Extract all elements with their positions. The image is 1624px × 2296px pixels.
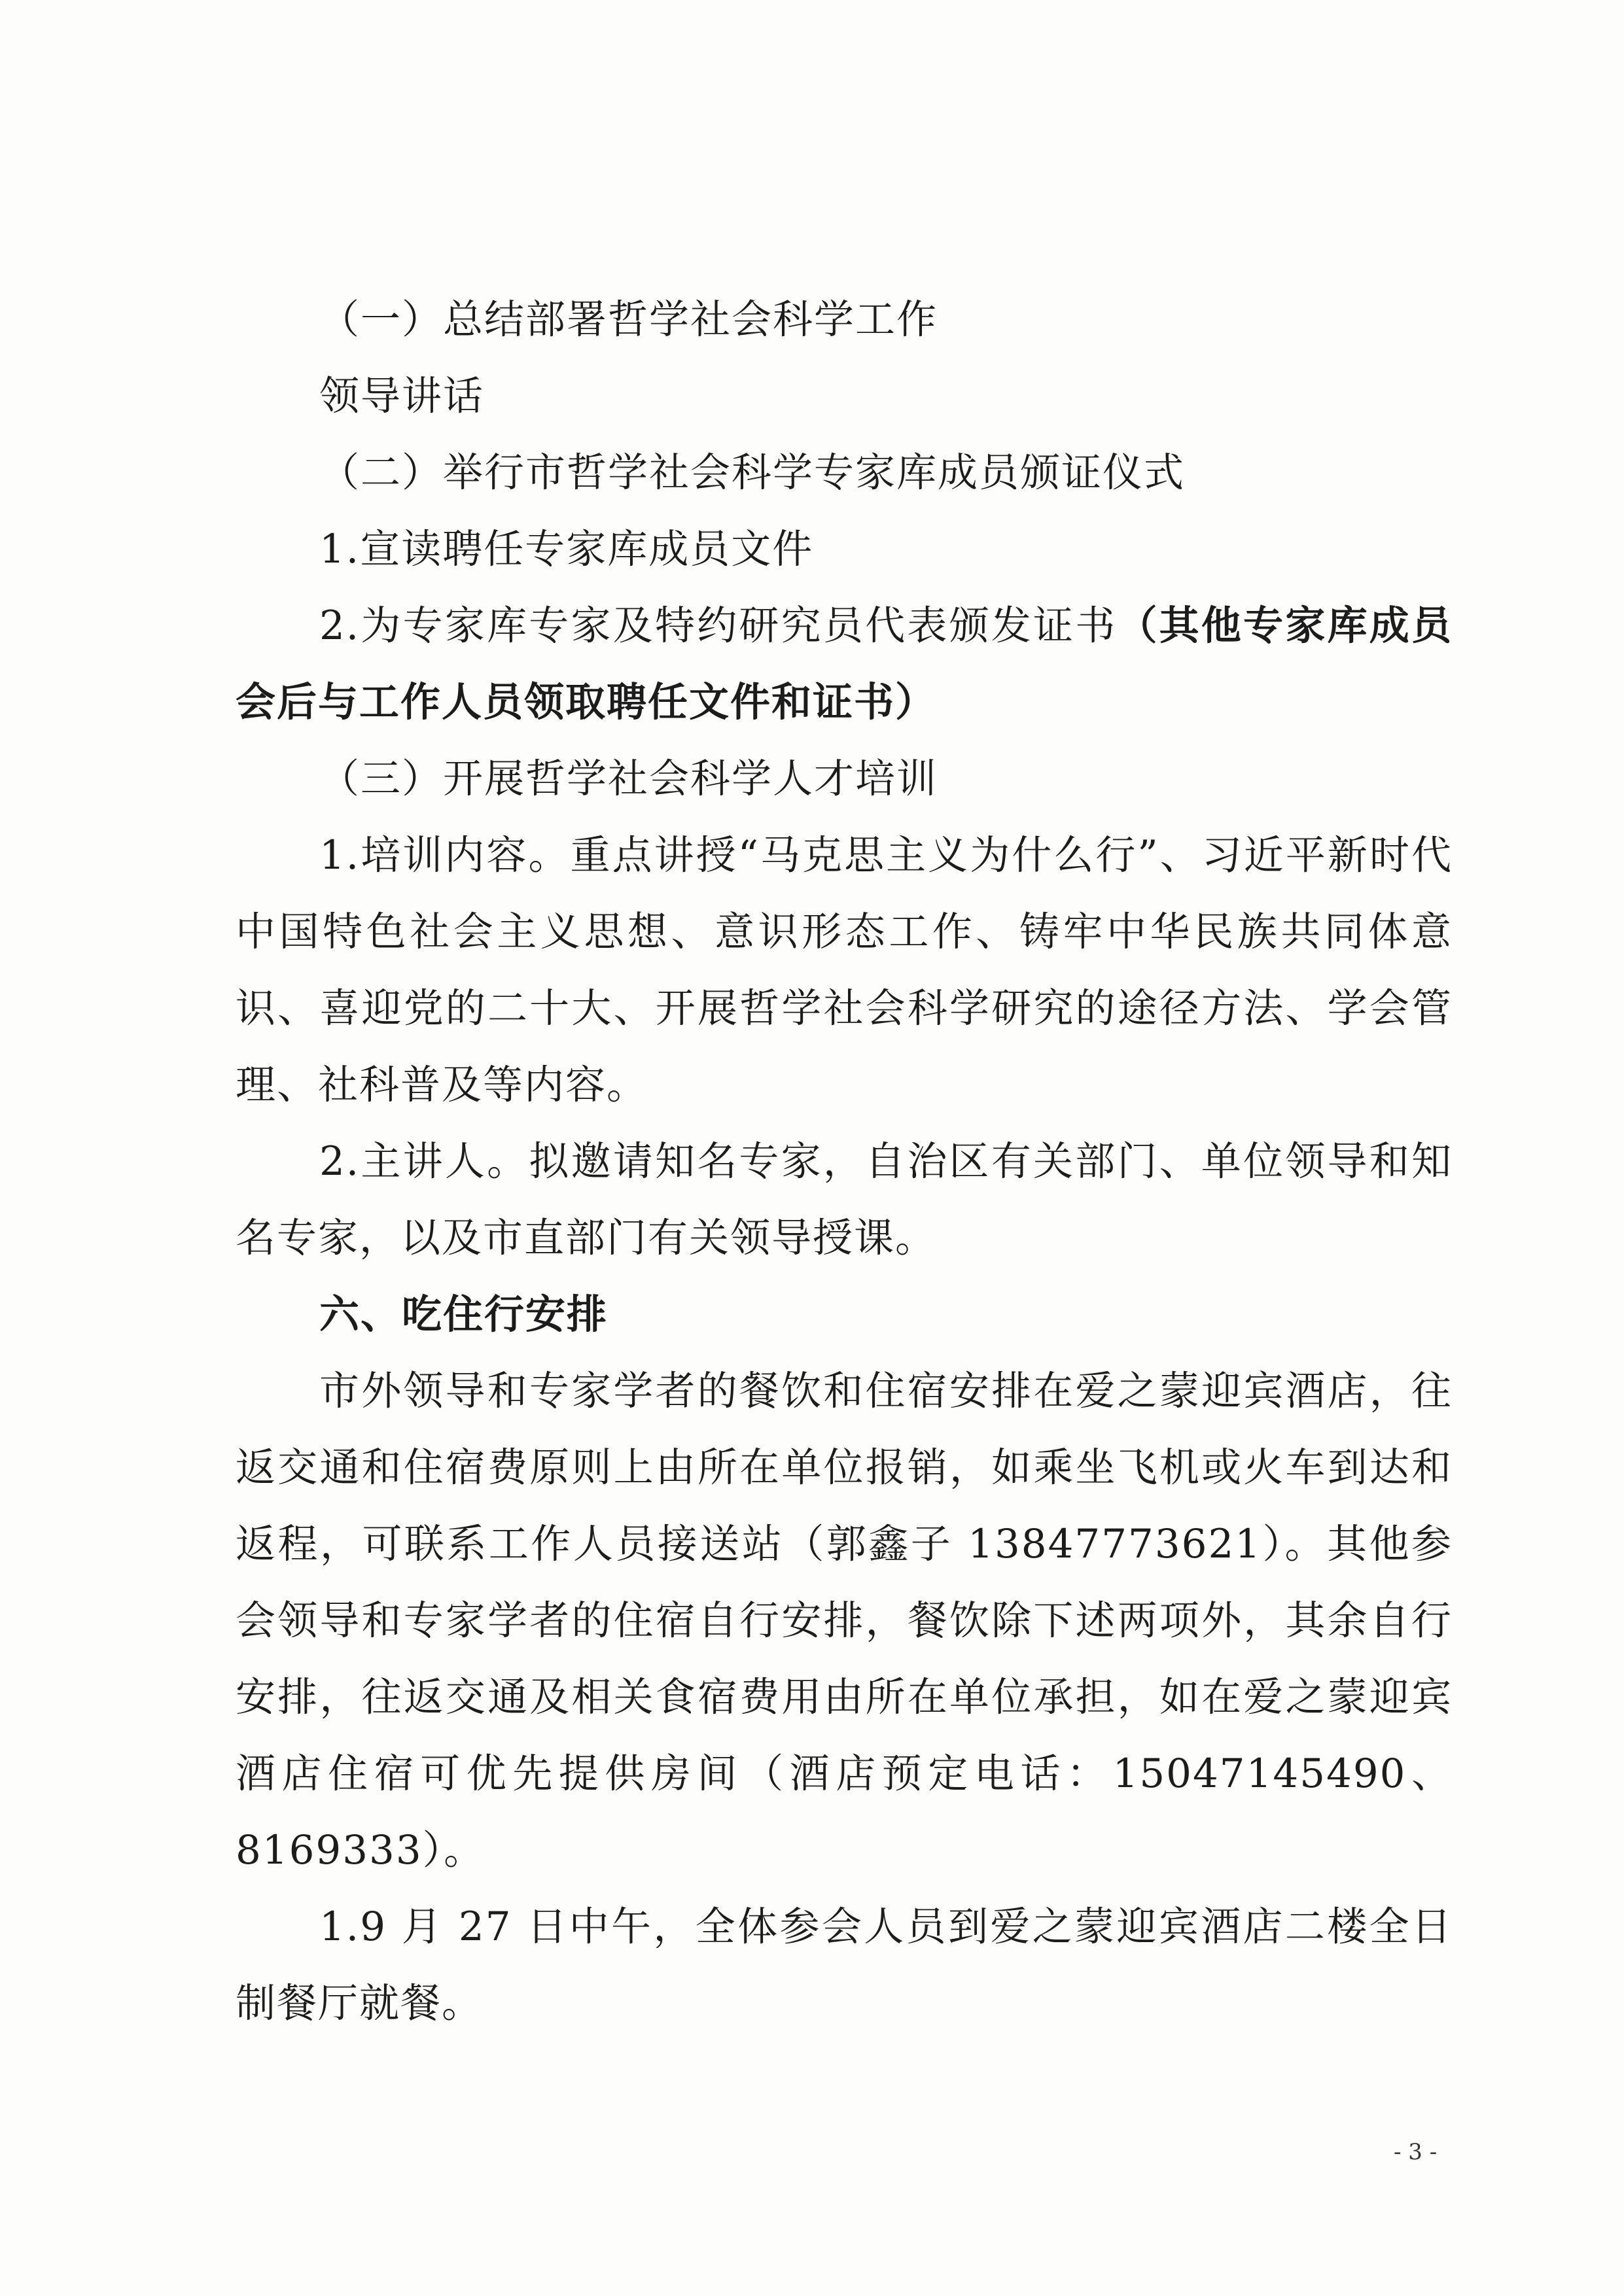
list-item-lunch: 1.9 月 27 日中午，全体参会人员到爱之蒙迎宾酒店二楼全日制餐厅就餐。	[236, 1904, 1453, 2026]
certificate-note-bold: （其他专家库成员会后与工作人员领取聘任文件和证书）	[236, 602, 1453, 725]
list-item-training-content: 1.培训内容。重点讲授“马克思主义为什么行”、习近平新时代中国特色社会主义思想、意识形态工作、铸牢中华民族共同体意识、喜迎党的二十大、开展哲学社会科学研究的途径方法、学会管理、社科普及等内容。	[236, 832, 1453, 1108]
section-heading-certificate-ceremony: （二）举行市哲学社会科学专家库成员颁证仪式	[319, 449, 1186, 496]
list-item-speakers: 2.主讲人。拟邀请知名专家，自治区有关部门、单位领导和知名专家，以及市直部门有关领导授课。	[236, 1138, 1453, 1261]
page-number: - 3 -	[1394, 2139, 1438, 2165]
paragraph-leader-speech: 领导讲话	[319, 373, 485, 419]
section-heading-training: （三）开展哲学社会科学人才培训	[319, 756, 938, 802]
section-heading-arrangements: 六、吃住行安排	[319, 1291, 609, 1338]
list-item-read-documents: 1.宣读聘任专家库成员文件	[319, 526, 814, 572]
list-item-issue-certificates	[236, 587, 1453, 740]
certificate-text: 2.为专家库专家及特约研究员代表颁发证书	[319, 602, 1118, 649]
paragraph-arrangements: 市外领导和专家学者的餐饮和住宿安排在爱之蒙迎宾酒店，往返交通和住宿费原则上由所在单位报销，如乘坐飞机或火车到达和返程，可联系工作人员接送站（郭鑫子 13847773621）。其他参会领导和专家学者的住宿自行安排，餐饮除下述两项外，其余自行安排，往返交通及相关食宿费用由所在单位承担，如在爱之蒙迎宾酒店住宿可优先提供房间（酒店预定电话：15047145490、8169333）。	[236, 1368, 1453, 1873]
document-body	[236, 281, 1453, 2042]
section-heading-summary: （一）总结部署哲学社会科学工作	[319, 296, 938, 343]
